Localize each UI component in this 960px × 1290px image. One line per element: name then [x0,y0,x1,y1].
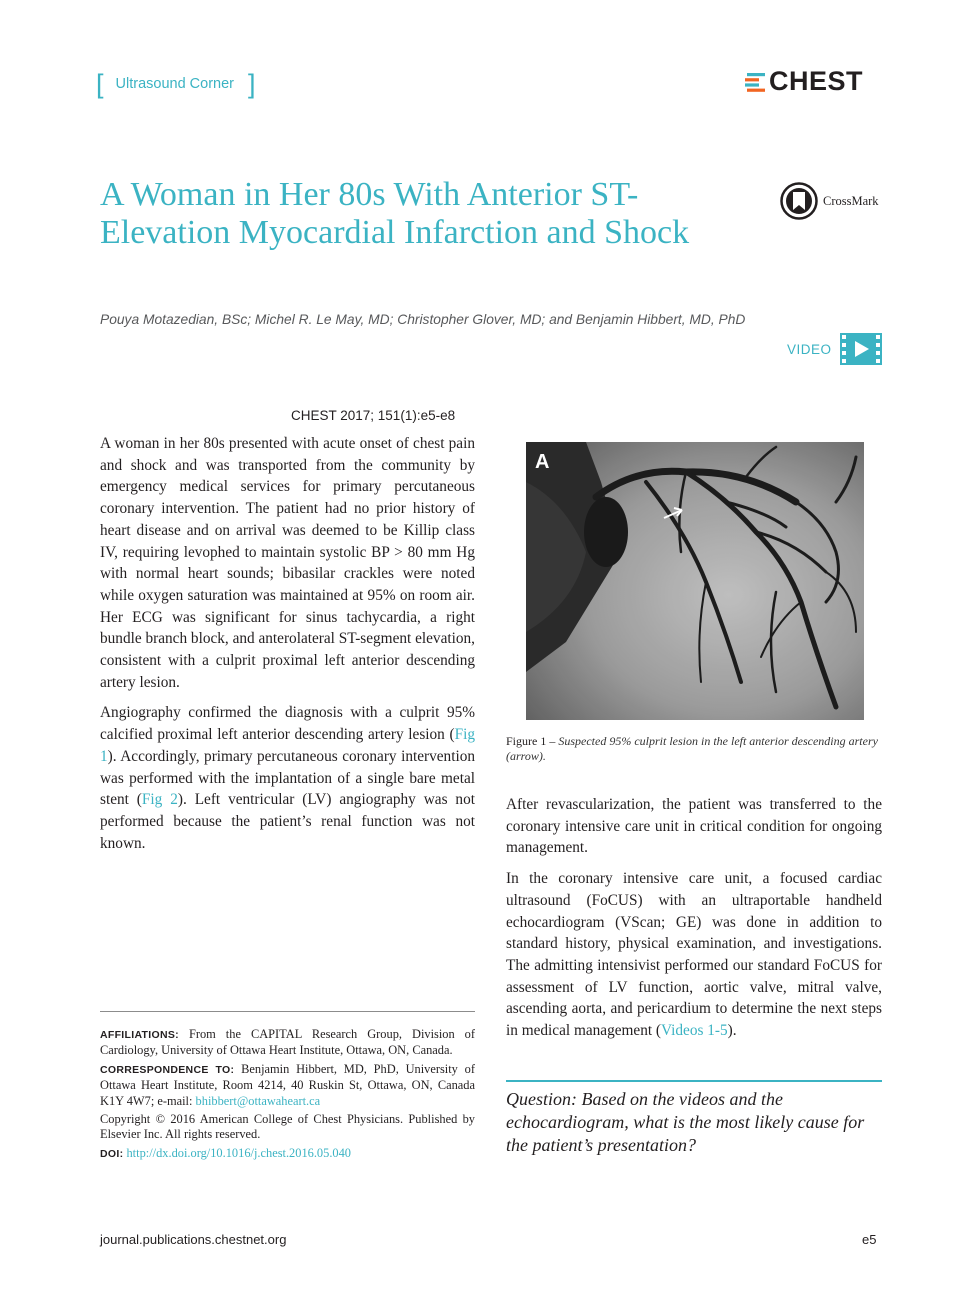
section-header [96,70,256,98]
figure-caption [506,734,882,764]
fig1-link[interactable]: Fig 1 [100,726,475,765]
page-number: e5 [862,1232,877,1247]
angiography-figure [526,442,864,720]
question-text: Question: Based on the videos and the echocardiogram, what is the most likely cause for the patient’s presentation? [506,1089,865,1155]
paragraph-4-text-b: ). [727,1022,737,1040]
crossmark-icon [780,182,818,220]
paragraph-4-text-a: In the coronary intensive care unit, a focused cardiac ultrasound (FoCUS) with an ultraportable handheld echocardiogram (VScan; GE) was done in addition to standard history, physical examination, and investigations. The admitting intensivist performed our standard FoCUS for assessment of LV function, aortic valve, mitral valve, ascending aorta, and pericardium to determine the next steps in medical management ( [506,870,882,1040]
question-divider [506,1080,882,1082]
email-link[interactable]: bhibbert@ottawaheart.ca [195,1093,321,1108]
bracket-left: [ [96,68,104,99]
film-play-icon [840,333,882,365]
video-badge[interactable] [787,333,882,365]
body-right-column [506,794,882,1051]
section-label: Ultrasound Corner [115,76,234,92]
figure-caption-label: Figure 1 [506,734,547,748]
paragraph-3: After revascularization, the patient was transferred to the coronary intensive care unit in critical condition for ongoing management. [506,796,882,857]
doi [100,1146,475,1162]
paragraph-4 [506,868,882,1042]
figure-panel-label: A [535,451,550,473]
videos-link[interactable]: Videos 1-5 [661,1022,728,1040]
correspondence [100,1062,475,1109]
footer-url[interactable]: journal.publications.chestnet.org [100,1232,287,1247]
paragraph-2-text-c: ). Left ventricular (LV) angiography was not performed because the patient’s renal function was not known. [100,791,475,852]
correspondence-text: Benjamin Hibbert, MD, PhD, University of Ottawa Heart Institute, Room 4214, 40 Ruskin St, Ottawa, ON, Canada K1Y 4W7; e-mail: [100,1061,475,1108]
meta-divider [100,1011,475,1012]
author-list: Pouya Motazedian, BSc; Michel R. Le May, MD; Christopher Glover, MD; and Benjamin Hibbert, MD, PhD [100,312,746,327]
chest-logo-icon [745,70,769,94]
body-left-column [100,433,475,863]
fig2-link[interactable]: Fig 2 [141,791,178,809]
paragraph-2 [100,702,475,854]
affiliations [100,1027,475,1059]
correspondence-label: CORRESPONDENCE TO: [100,1063,235,1076]
copyright: Copyright © 2016 American College of Chest Physicians. Published by Elsevier Inc. All rights reserved. [100,1112,475,1142]
article-title: A Woman in Her 80s With Anterior ST-Elevation Myocardial Infarction and Shock [100,176,690,251]
video-label: VIDEO [787,341,832,357]
journal-logo[interactable] [745,66,863,97]
citation: CHEST 2017; 151(1):e5-e8 [291,408,456,423]
affiliations-text: From the CAPITAL Research Group, Division of Cardiology, University of Ottawa Heart Institute, Ottawa, ON, Canada. [100,1027,475,1058]
doi-label: DOI: [100,1147,124,1160]
figure-caption-dash: – [546,734,559,748]
crossmark-label: CrossMark [823,193,879,208]
bracket-right: ] [248,68,256,99]
doi-link[interactable]: http://dx.doi.org/10.1016/j.chest.2016.05.040 [126,1145,352,1160]
paragraph-2-text-a: Angiography confirmed the diagnosis with a culprit 95% calcified proximal left anterior descending artery lesion ( [100,704,475,744]
paragraph-1: A woman in her 80s presented with acute onset of chest pain and shock and was transported from the community by emergency medical services for primary percutaneous coronary intervention. The patient had no prior history of heart disease and on arrival was deemed to be Killip class IV, requiring levophed to maintain systolic BP > 80 mm Hg with normal heart sounds; bibasilar crackles were noted while oxygen saturation was maintained at 95% on room air. Her ECG was significant for sinus tachycardia, a right bundle branch block, and anterolateral ST-segment elevation, consistent with a culprit proximal left anterior descending artery lesion. [100,435,475,691]
angiogram-image [526,442,864,720]
paragraph-2-text-b: ). Accordingly, primary percutaneous coronary intervention was performed with the implantation of a single bare metal stent ( [100,747,475,809]
crossmark-badge[interactable] [780,182,879,220]
figure-caption-text: Suspected 95% culprit lesion in the left anterior descending artery (arrow). [506,734,878,763]
affiliations-label: AFFILIATIONS: [100,1029,179,1041]
logo-wordmark: CHEST [769,66,864,96]
article-metadata [100,1027,475,1165]
